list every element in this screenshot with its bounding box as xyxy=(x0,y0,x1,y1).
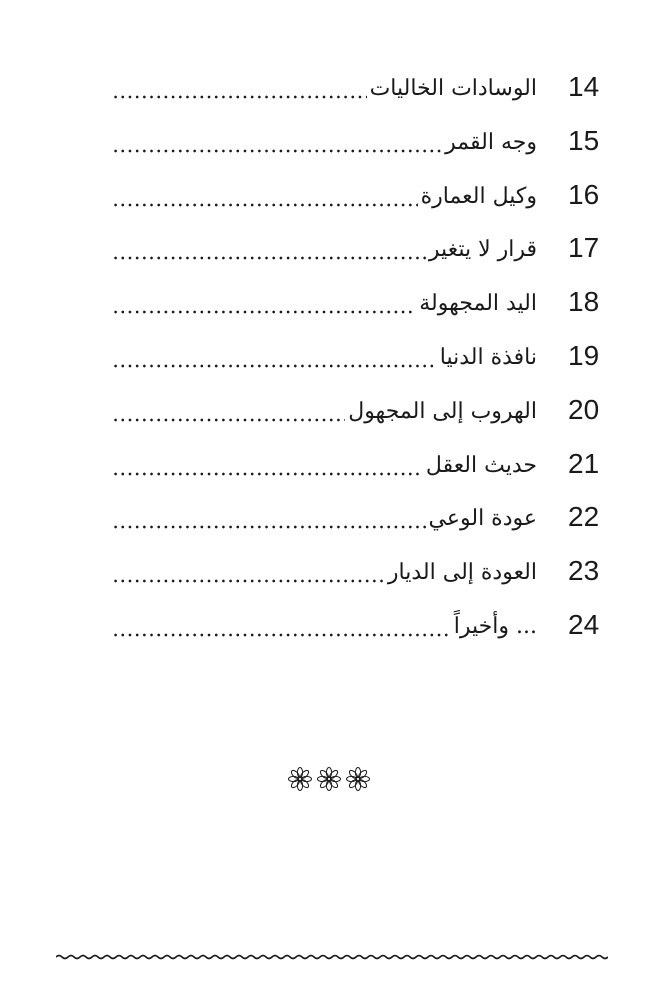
dot-leader xyxy=(112,510,426,530)
entry-number: 20 xyxy=(568,393,600,425)
entry-line xyxy=(112,66,537,106)
entry-line xyxy=(112,496,537,536)
entry-title: عودة الوعي xyxy=(428,506,537,532)
entry-number: 15 xyxy=(568,124,600,156)
entry-number: 24 xyxy=(568,608,600,640)
entry-line xyxy=(112,227,537,267)
dot-leader xyxy=(112,403,345,423)
toc-entry xyxy=(0,490,663,544)
entry-number: 18 xyxy=(568,286,600,318)
entry-title: نافذة الدنيا xyxy=(439,344,537,370)
dot-leader xyxy=(112,134,442,154)
flower-ornament-icon xyxy=(287,766,313,792)
dot-leader xyxy=(112,295,416,315)
entry-number: 14 xyxy=(568,71,600,102)
flower-ornament-icon xyxy=(345,766,371,792)
entry-title: الهروب إلى المجهول xyxy=(348,398,537,424)
toc-entry xyxy=(0,329,663,383)
entry-number: 22 xyxy=(568,501,600,533)
entry-title: اليد المجهولة xyxy=(419,291,537,317)
toc-entry xyxy=(0,60,663,114)
entry-title: الوسادات الخاليات xyxy=(369,76,537,101)
entry-line xyxy=(112,389,537,429)
entry-number: 19 xyxy=(568,339,600,371)
toc-entry xyxy=(0,221,663,275)
dot-leader xyxy=(112,349,437,369)
entry-title: وكيل العمارة xyxy=(420,183,537,209)
toc-entry xyxy=(0,544,663,598)
dot-leader xyxy=(112,618,451,638)
toc-entry xyxy=(0,598,663,652)
entry-line xyxy=(112,335,537,375)
section-ornament xyxy=(287,766,371,792)
dot-leader xyxy=(112,564,385,584)
entry-line xyxy=(112,604,537,644)
entry-number: 16 xyxy=(568,178,600,210)
entry-number: 23 xyxy=(568,555,600,587)
dot-leader xyxy=(112,80,367,100)
entry-line xyxy=(112,120,537,160)
table-of-contents xyxy=(0,60,663,652)
entry-line xyxy=(112,174,537,214)
entry-title: العودة إلى الديار xyxy=(387,560,537,586)
entry-title: وجه القمر xyxy=(445,129,537,155)
entry-line xyxy=(112,281,537,321)
toc-entry xyxy=(0,383,663,437)
toc-entry xyxy=(0,114,663,168)
toc-entry xyxy=(0,275,663,329)
flower-ornament-icon xyxy=(316,766,342,792)
entry-line xyxy=(112,550,537,590)
entry-line xyxy=(112,443,537,483)
entry-number: 17 xyxy=(568,232,600,264)
toc-entry xyxy=(0,437,663,491)
entry-title: قرار لا يتغير xyxy=(428,237,537,263)
entry-title: ... وأخيراً xyxy=(453,613,537,639)
toc-entry xyxy=(0,168,663,222)
dot-leader xyxy=(112,241,426,261)
entry-number: 21 xyxy=(568,447,600,479)
dot-leader xyxy=(112,188,418,208)
dot-leader xyxy=(112,457,423,477)
wavy-divider xyxy=(56,950,608,964)
entry-title: حديث العقل xyxy=(425,452,537,478)
